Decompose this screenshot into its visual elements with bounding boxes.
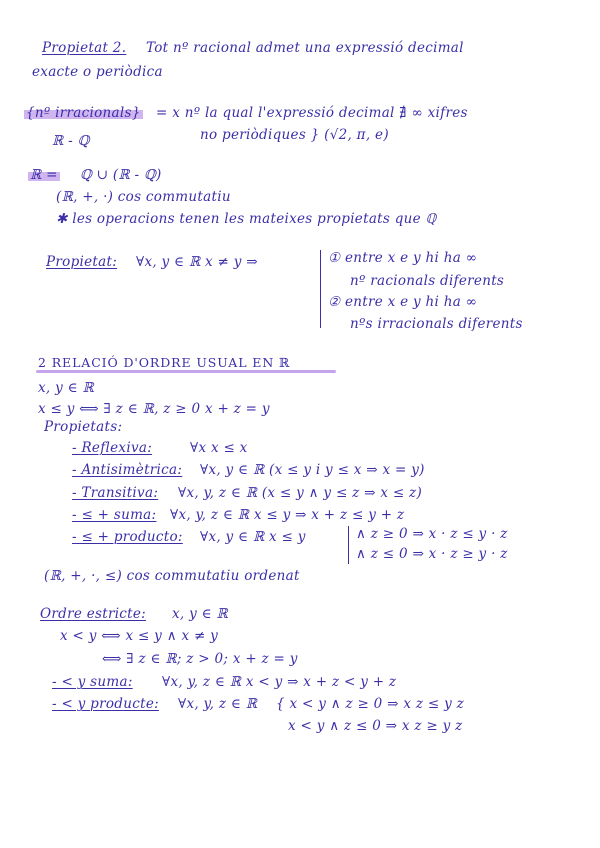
propietat-2-label <box>42 40 126 56</box>
irracionals-definition: = x nº la qual l'expressió decimal ∄ ∞ xifres <box>156 105 468 121</box>
prop-reflexiva-label-text: - Reflexiva: <box>72 440 153 456</box>
prop-transitiva-label <box>72 485 158 501</box>
density-bracket <box>320 250 321 328</box>
ordre-estricte-equivalence: ⟺ ∃ z ∈ ℝ; z > 0; x + z = y <box>102 651 298 667</box>
propietat-2-text: Tot nº racional admet una expressió decimal <box>146 40 464 56</box>
ordre-estricte-label <box>40 606 146 622</box>
irracionals-definition-cont: no periòdiques } (√2, π, e) <box>200 127 389 143</box>
density-item-1-cont: nº racionals diferents <box>350 273 505 289</box>
reals-union: ℚ ∪ (ℝ - ℚ) <box>80 167 162 183</box>
prop-suma-label-text: - ≤ + suma: <box>72 507 157 523</box>
prop-producto-label-text: - ≤ + producto: <box>72 529 183 545</box>
prop-producto-case-2: ∧ z ≤ 0 ⇒ x · z ≥ y · z <box>356 546 508 562</box>
prop-suma-formula: ∀x, y, z ∈ ℝ x ≤ y ⇒ x + z ≤ y + z <box>170 507 405 523</box>
propietat-2-label-text: Propietat 2. <box>42 40 127 56</box>
section-2-highlight <box>36 370 336 373</box>
propietat-2-text-cont: exacte o periòdica <box>32 64 163 80</box>
section-2-heading: 2 RELACIÓ D'ORDRE USUAL EN ℝ <box>38 355 291 370</box>
strict-producte-label <box>52 696 159 712</box>
prop-transitiva-label-text: - Transitiva: <box>72 485 159 501</box>
ordre-estricte-domain: x, y ∈ ℝ <box>172 606 229 622</box>
prop-antisimetrica-formula: ∀x, y ∈ ℝ (x ≤ y i y ≤ x ⇒ x = y) <box>200 462 425 478</box>
reals-heading <box>28 167 60 183</box>
reals-field: (ℝ, +, ·) cos commutatiu <box>56 189 231 205</box>
density-item-2: ② entre x e y hi ha ∞ <box>328 294 478 310</box>
density-item-2-cont: nºs irracionals diferents <box>350 316 523 332</box>
propietat-density-label <box>46 254 117 270</box>
prop-producto-case-1: ∧ z ≥ 0 ⇒ x · z ≤ y · z <box>356 526 508 542</box>
ordre-estricte-label-text: Ordre estricte: <box>40 606 147 622</box>
strict-producte-domain: ∀x, y, z ∈ ℝ <box>178 696 258 712</box>
prop-suma-label <box>72 507 156 523</box>
prop-antisimetrica-label-text: - Antisimètrica: <box>72 462 183 478</box>
prop-producto-label <box>72 529 183 545</box>
density-item-1: ① entre x e y hi ha ∞ <box>328 250 478 266</box>
reals-operations-note: ✱ les operacions tenen les mateixes propietats que ℚ <box>56 211 437 227</box>
ordered-field-note: (ℝ, +, ·, ≤) cos commutatiu ordenat <box>44 568 300 584</box>
irracionals-set: ℝ - ℚ <box>52 133 90 149</box>
producto-bracket <box>348 526 349 564</box>
prop-reflexiva-formula: ∀x x ≤ x <box>190 440 248 456</box>
strict-producte-case-1: { x < y ∧ z ≥ 0 ⇒ x z ≤ y z <box>276 696 465 712</box>
irracionals-heading-text: {nº irracionals} <box>26 105 141 121</box>
order-domain: x, y ∈ ℝ <box>38 380 95 396</box>
prop-transitiva-formula: ∀x, y, z ∈ ℝ (x ≤ y ∧ y ≤ z ⇒ x ≤ z) <box>178 485 423 501</box>
strict-producte-label-text: - < y producte: <box>52 696 159 712</box>
propietat-density-label-text: Propietat: <box>46 254 118 270</box>
propietat-density-condition: ∀x, y ∈ ℝ x ≠ y ⇒ <box>136 254 258 270</box>
strict-suma-label-text: - < y suma: <box>52 674 133 690</box>
irracionals-heading <box>24 105 143 121</box>
propietats-label: Propietats: <box>44 419 123 435</box>
ordre-estricte-definition: x < y ⟺ x ≤ y ∧ x ≠ y <box>60 628 219 644</box>
prop-reflexiva-label <box>72 440 152 456</box>
reals-heading-text: ℝ = <box>30 167 58 183</box>
prop-producto-formula: ∀x, y ∈ ℝ x ≤ y <box>200 529 306 545</box>
strict-producte-case-2: x < y ∧ z ≤ 0 ⇒ x z ≥ y z <box>288 718 463 734</box>
order-definition: x ≤ y ⟺ ∃ z ∈ ℝ, z ≥ 0 x + z = y <box>38 401 270 417</box>
prop-antisimetrica-label <box>72 462 182 478</box>
strict-suma-label <box>52 674 133 690</box>
strict-suma-formula: ∀x, y, z ∈ ℝ x < y ⇒ x + z < y + z <box>162 674 397 690</box>
